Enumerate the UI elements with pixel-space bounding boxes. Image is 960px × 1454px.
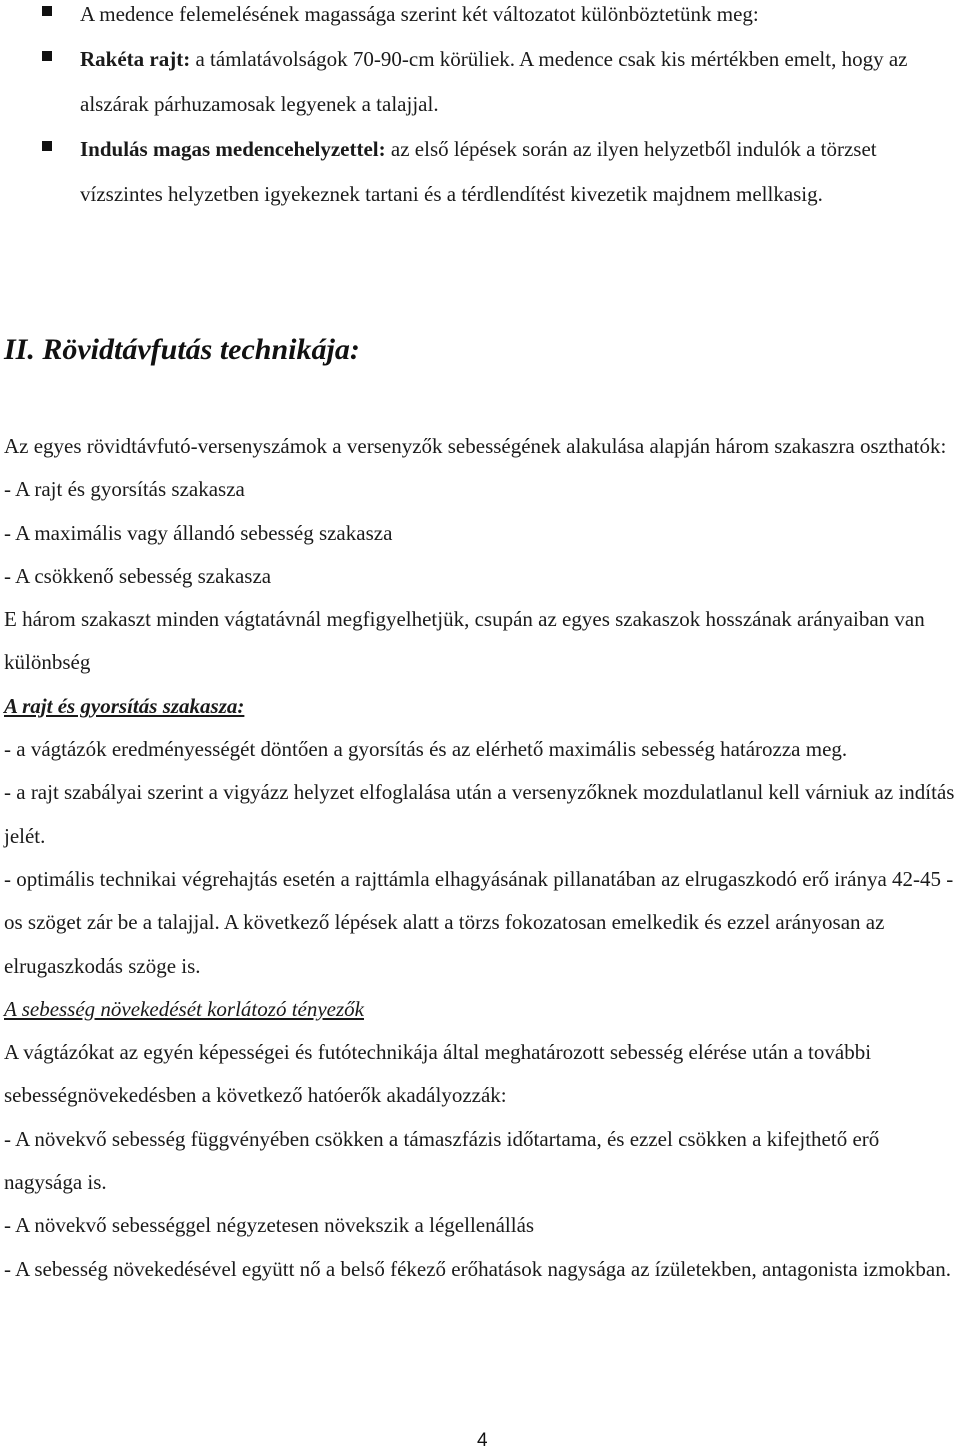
bullet-item xyxy=(0,0,960,37)
paragraph: - A növekvő sebesség függvényében csökken a támaszfázis időtartama, és ezzel csökken a kifejthető erő nagysága is. xyxy=(4,1126,880,1195)
phase-list-item: - A csökkenő sebesség szakasza xyxy=(4,563,272,588)
section-title: II. Rövidtávfutás technikája: xyxy=(4,333,360,366)
section-body xyxy=(4,425,958,1291)
bullet-term: Rakéta rajt: xyxy=(80,47,191,71)
phase-list-item: - A maximális vagy állandó sebesség szakasza xyxy=(4,520,393,545)
bullet-item xyxy=(0,127,960,217)
paragraph: - a vágtázók eredményességét döntően a gyorsítás és az elérhető maximális sebesség határozza meg. xyxy=(4,737,848,762)
square-bullet-icon xyxy=(42,51,52,61)
paragraph: - A sebesség növekedésével együtt nő a belső fékező erőhatások nagysága az ízületekben, antagonista izmokban. xyxy=(4,1256,951,1281)
bullet-text: a támlatávolságok 70-90-cm körüliek. A medence csak kis mértékben emelt, hogy az alszárak párhuzamosak legyenek a talajjal. xyxy=(80,47,908,116)
paragraph: - a rajt szabályai szerint a vigyázz helyzet elfoglalása után a versenyzőknek mozdulatlanul kell várniuk az indítás jelét. xyxy=(4,780,955,848)
bullet-term: Indulás magas medencehelyzettel: xyxy=(80,137,386,161)
paragraph: A vágtázókat az egyén képességei és futótechnikája által meghatározott sebesség elérése után a további sebességnövekedésben a következő hatóerők akadályozzák: xyxy=(4,1040,872,1108)
bullet-text: az első lépések során az ilyen helyzetből indulók a törzset vízszintes helyzetben igyekeznek tartani és a térdlendítést kivezetik majdnem mellkasig. xyxy=(80,137,877,206)
phase-list-item: - A rajt és gyorsítás szakasza xyxy=(4,477,245,502)
page-number: 4 xyxy=(477,1430,488,1451)
subheading-speed-limiting-factors: A sebesség növekedését korlátozó tényezők xyxy=(4,996,364,1021)
paragraph: - A növekvő sebességgel négyzetesen növekszik a légellenállás xyxy=(4,1213,535,1238)
intro-paragraph: Az egyes rövidtávfutó-versenyszámok a versenyzők sebességének alakulása alapján három szakaszra oszthatók: xyxy=(4,434,947,458)
subheading-start-acceleration: A rajt és gyorsítás szakasza: xyxy=(4,693,245,718)
summary-paragraph: E három szakaszt minden vágtatávnál megfigyelhetjük, csupán az egyes szakaszok hosszának arányaiban van különbség xyxy=(4,607,925,675)
bullet-item xyxy=(0,37,960,127)
square-bullet-icon xyxy=(42,6,52,16)
paragraph: - optimális technikai végrehajtás esetén a rajttámla elhagyásának pillanatában az elrugaszkodó erő iránya 42-45 -os szöget zár be a talajjal. A következő lépések alatt a törzs fokozatosan emelkedik és ezzel arányosan az elrugaszkodás szöge is. xyxy=(4,866,954,978)
bullet-list xyxy=(0,0,960,217)
bullet-text: A medence felemelésének magassága szerint két változatot különböztetünk meg: xyxy=(80,2,759,26)
square-bullet-icon xyxy=(42,141,52,151)
